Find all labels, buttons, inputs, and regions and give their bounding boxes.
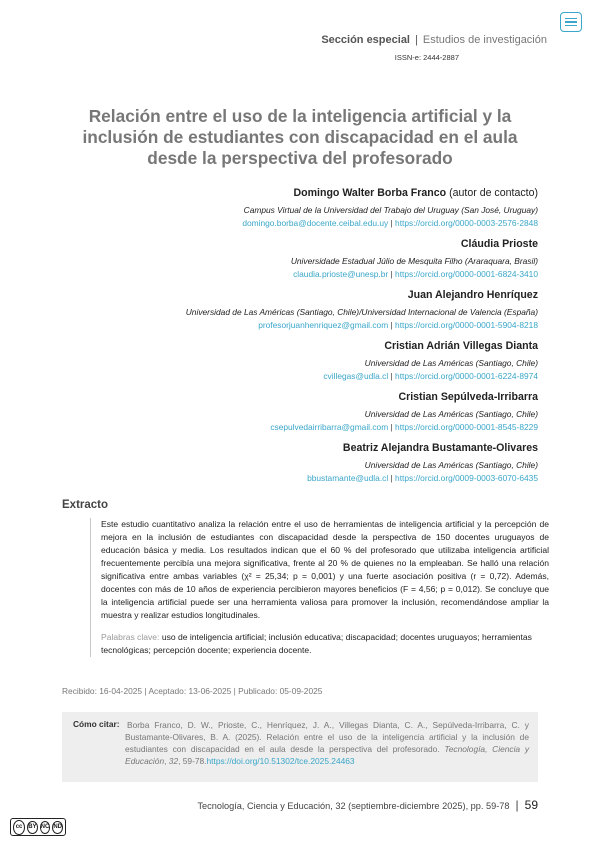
author-name-text: Juan Alejandro Henríquez [407, 289, 538, 301]
citation-volume: 32 [168, 756, 179, 766]
author-block [58, 186, 538, 230]
author-orcid-link[interactable]: https://orcid.org/0000-0001-8545-8229 [395, 422, 538, 432]
author-name [58, 186, 538, 201]
footer-journal-info: Tecnología, Ciencia y Educación, 32 (septiembre-diciembre 2025), pp. 59-78 [197, 801, 510, 811]
citation-main: Borba Franco, D. W., Prioste, C., Henríquez, J. A., Villegas Dianta, C. A., Sepúlveda-Irribarra, C. y Bustamante-Olivares, B. A. (2025). Relación entre el uso de la inteligencia artificial y la inclusión de estudiantes con discapacidad en el aula desde la perspectiva del profesorado. [125, 720, 529, 754]
contact-separator: | [388, 320, 396, 330]
author-affiliation: Universidad de Las Américas (Santiago, Chile)/Universidad Internacional de Valencia (España) [185, 307, 538, 317]
article-title: Relación entre el uso de la inteligencia artificial y la inclusión de estudiantes con discapacidad en el aula desde la perspectiva del profesorado [82, 106, 518, 168]
author-affiliation: Universidad de Las Américas (Santiago, Chile) [364, 460, 538, 470]
abstract-text: Este estudio cuantitativo analiza la relación entre el uso de herramientas de inteligencia artificial y la percepción de mejora en la inclusión de estudiantes con discapacidad desde la perspectiva de 150 docentes uruguayos de educación básica y media. Los resultados indican que el 60 % del profesorado que utilizaba inteligencia artificial frecuentemente percibía una mejora significativa, frente al 20 % de quienes no la empleaban. Se halló una relación significativa entre ambas variables (χ² = 25,34; p = 0,001) y una fuerte asociación positiva (r = 0,72). Además, docentes con más de 10 años de experiencia percibieron mayores beneficios (F = 4,56; p = 0,012). Se concluye que la inteligencia artificial puede ser una herramienta valiosa para promover la inclusión, recomendándose ampliar la muestra y realizar estudios longitudinales. [101, 519, 549, 620]
author-block [58, 237, 538, 281]
author-name [58, 237, 538, 252]
by-mark: BY [27, 821, 38, 834]
author-contact [58, 421, 538, 434]
author-name [58, 288, 538, 303]
author-block [58, 288, 538, 332]
author-email-link[interactable]: bbustamante@udla.cl [307, 473, 389, 483]
author-block [58, 390, 538, 434]
author-name-text: Cristian Adrián Villegas Dianta [384, 340, 538, 352]
nd-mark: ND [52, 821, 63, 834]
author-email-link[interactable]: claudia.prioste@unesp.br [293, 269, 389, 279]
author-email-link[interactable]: profesorjuanhenriquez@gmail.com [258, 320, 389, 330]
nc-mark: NC [40, 821, 51, 834]
author-email-link[interactable]: domingo.borba@docente.ceibal.edu.uy [242, 218, 389, 228]
author-name [58, 339, 538, 354]
contact-separator: | [388, 269, 396, 279]
author-name-text: Domingo Walter Borba Franco [293, 187, 447, 199]
page-number: 59 [524, 798, 538, 812]
issn: ISSN-e: 2444-2887 [394, 53, 459, 62]
contact-separator: | [388, 422, 396, 432]
publication-dates: Recibido: 16-04-2025 | Aceptado: 13-06-2025 | Publicado: 05-09-2025 [62, 686, 323, 696]
page-footer [197, 798, 538, 812]
author-name [58, 441, 538, 456]
author-orcid-link[interactable]: https://orcid.org/0000-0001-6224-8974 [395, 371, 538, 381]
citation-journal: Tecnología, Ciencia y Educación [125, 744, 530, 766]
menu-icon[interactable] [560, 12, 582, 32]
author-name-text: Cristian Sepúlveda-Irribarra [398, 391, 538, 403]
author-contact [58, 370, 538, 383]
author-email-link[interactable]: csepulvedairribarra@gmail.com [270, 422, 389, 432]
author-affiliation: Universidade Estadual Júlio de Mesquita Filho (Araraquara, Brasil) [290, 256, 538, 266]
section-header [321, 34, 547, 46]
author-orcid-link[interactable]: https://orcid.org/0000-0003-2576-2848 [395, 218, 538, 228]
author-contact [58, 217, 538, 230]
author-contact [58, 472, 538, 485]
keywords-label: Palabras clave: [101, 632, 160, 642]
author-block [58, 441, 538, 485]
author-contact [58, 319, 538, 332]
author-orcid-link[interactable]: https://orcid.org/0000-0001-5904-8218 [395, 320, 538, 330]
author-orcid-link[interactable]: https://orcid.org/0009-0003-6070-6435 [395, 473, 538, 483]
citation-pages: , 59-78. [178, 756, 207, 766]
keywords-text: uso de inteligencia artificial; inclusión educativa; discapacidad; docentes uruguayos; herramientas tecnológicas; percepción docente; experiencia docente. [101, 632, 532, 655]
keywords [101, 631, 549, 657]
contact-separator: | [388, 218, 396, 228]
section-label: Sección especial [321, 34, 410, 46]
author-affiliation: Universidad de Las Américas (Santiago, Chile) [364, 409, 538, 419]
citation-sep: , [164, 756, 169, 766]
section-separator: | [415, 34, 418, 46]
author-orcid-link[interactable]: https://orcid.org/0000-0001-6824-3410 [395, 269, 538, 279]
author-email-link[interactable]: cvillegas@udla.cl [323, 371, 389, 381]
author-contact [58, 268, 538, 281]
author-list [58, 186, 538, 492]
author-name-text: Cláudia Prioste [460, 238, 538, 250]
cc-mark: cc [13, 820, 25, 835]
abstract-heading: Extracto [62, 499, 109, 511]
section-category: Estudios de investigación [422, 34, 547, 46]
citation-text [125, 719, 529, 767]
author-name [58, 390, 538, 405]
author-role: (autor de contacto) [449, 187, 538, 199]
author-name-text: Beatriz Alejandra Bustamante-Olivares [342, 442, 538, 454]
citation-label: Cómo citar: [73, 719, 120, 729]
citation-doi-link[interactable]: https://doi.org/10.51302/tce.2025.24463 [206, 756, 355, 766]
footer-separator: | [515, 798, 519, 812]
contact-separator: | [388, 371, 396, 381]
author-affiliation: Universidad de Las Américas (Santiago, Chile) [364, 358, 538, 368]
author-block [58, 339, 538, 383]
contact-separator: | [388, 473, 396, 483]
cc-license-icon[interactable] [10, 818, 66, 836]
author-affiliation: Campus Virtual de la Universidad del Trabajo del Uruguay (San José, Uruguay) [243, 205, 538, 215]
abstract-box [90, 518, 549, 657]
